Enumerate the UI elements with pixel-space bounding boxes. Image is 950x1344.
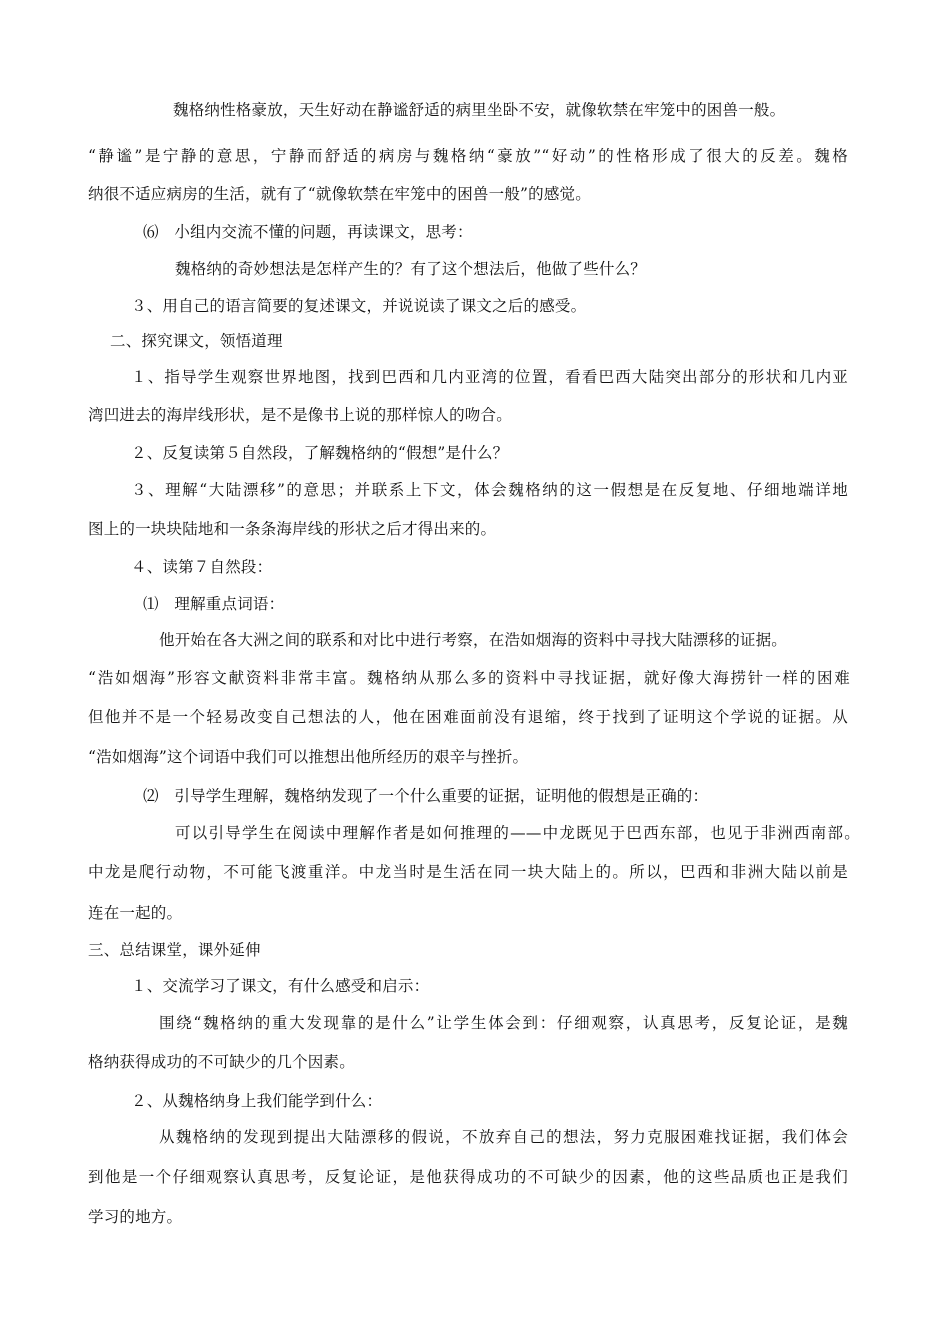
paragraph-line: 连在一起的。 <box>88 904 183 922</box>
paragraph-line: “静谧”是宁静的意思，宁静而舒适的病房与魏格纳“豪放”“好动”的性格形成了很大的反差。魏格 <box>88 147 848 165</box>
list-item-heading: ⑵ 引导学生理解，魏格纳发现了一个什么重要的证据，证明他的假想是正确的： <box>143 787 709 805</box>
paragraph-line: 图上的一块块陆地和一条条海岸线的形状之后才得出来的。 <box>88 520 497 538</box>
section-heading: 三、总结课堂，课外延伸 <box>88 941 261 959</box>
paragraph-line: 围绕“魏格纳的重大发现靠的是什么”让学生体会到：仔细观察，认真思考，反复论证，是魏 <box>159 1014 848 1032</box>
paragraph-line: 学习的地方。 <box>88 1208 183 1226</box>
paragraph-line: 魏格纳的奇妙想法是怎样产生的？有了这个想法后，他做了些什么？ <box>175 260 647 278</box>
paragraph-line: 但他并不是一个轻易改变自己想法的人，他在困难面前没有退缩，终于找到了证明这个学说的证据。从 <box>88 708 848 726</box>
paragraph-line: 格纳获得成功的不可缺少的几个因素。 <box>88 1053 355 1071</box>
list-item-heading: ⑴ 理解重点词语： <box>143 595 285 613</box>
paragraph-line: “浩如烟海”形容文献资料非常丰富。魏格纳从那么多的资料中寻找证据，就好像大海捞针一样的困难 <box>88 669 850 687</box>
paragraph-line: 湾凹进去的海岸线形状，是不是像书上说的那样惊人的吻合。 <box>88 406 512 424</box>
list-item: ３、用自己的语言简要的复述课文，并说说读了课文之后的感受。 <box>131 297 587 315</box>
paragraph-line: 纳很不适应病房的生活，就有了“就像软禁在牢笼中的困兽一般”的感觉。 <box>88 185 591 203</box>
list-item-heading: ⑹ 小组内交流不懂的问题，再读课文，思考： <box>143 223 473 241</box>
list-item: ２、反复读第５自然段，了解魏格纳的“假想”是什么？ <box>131 444 509 462</box>
paragraph-line: 从魏格纳的发现到提出大陆漂移的假说，不放弃自己的想法，努力克服困难找证据，我们体会 <box>159 1128 848 1146</box>
list-item: １、交流学习了课文，有什么感受和启示： <box>131 977 430 995</box>
paragraph-line: “浩如烟海”这个词语中我们可以推想出他所经历的艰辛与挫折。 <box>88 748 529 766</box>
list-item: ２、从魏格纳身上我们能学到什么： <box>131 1092 383 1110</box>
list-item: １、指导学生观察世界地图，找到巴西和几内亚湾的位置，看看巴西大陆突出部分的形状和几内亚 <box>131 368 848 386</box>
paragraph-line: 魏格纳性格豪放，天生好动在静谧舒适的病里坐卧不安，就像软禁在牢笼中的困兽一般。 <box>173 101 786 119</box>
paragraph-line: 到他是一个仔细观察认真思考，反复论证，是他获得成功的不可缺少的因素，他的这些品质也正是我们 <box>88 1168 848 1186</box>
paragraph-line: 他开始在各大洲之间的联系和对比中进行考察，在浩如烟海的资料中寻找大陆漂移的证据。 <box>159 631 788 649</box>
list-item: ３、理解“大陆漂移”的意思；并联系上下文，体会魏格纳的这一假想是在反复地、仔细地端详地 <box>131 481 848 499</box>
paragraph-line: 中龙是爬行动物，不可能飞渡重洋。中龙当时是生活在同一块大陆上的。所以，巴西和非洲大陆以前是 <box>88 863 848 881</box>
paragraph-line: 可以引导学生在阅读中理解作者是如何推理的——中龙既见于巴西东部，也见于非洲西南部。 <box>175 824 860 842</box>
list-item: ４、读第７自然段： <box>131 558 273 576</box>
section-heading: 二、探究课文，领悟道理 <box>110 332 283 350</box>
